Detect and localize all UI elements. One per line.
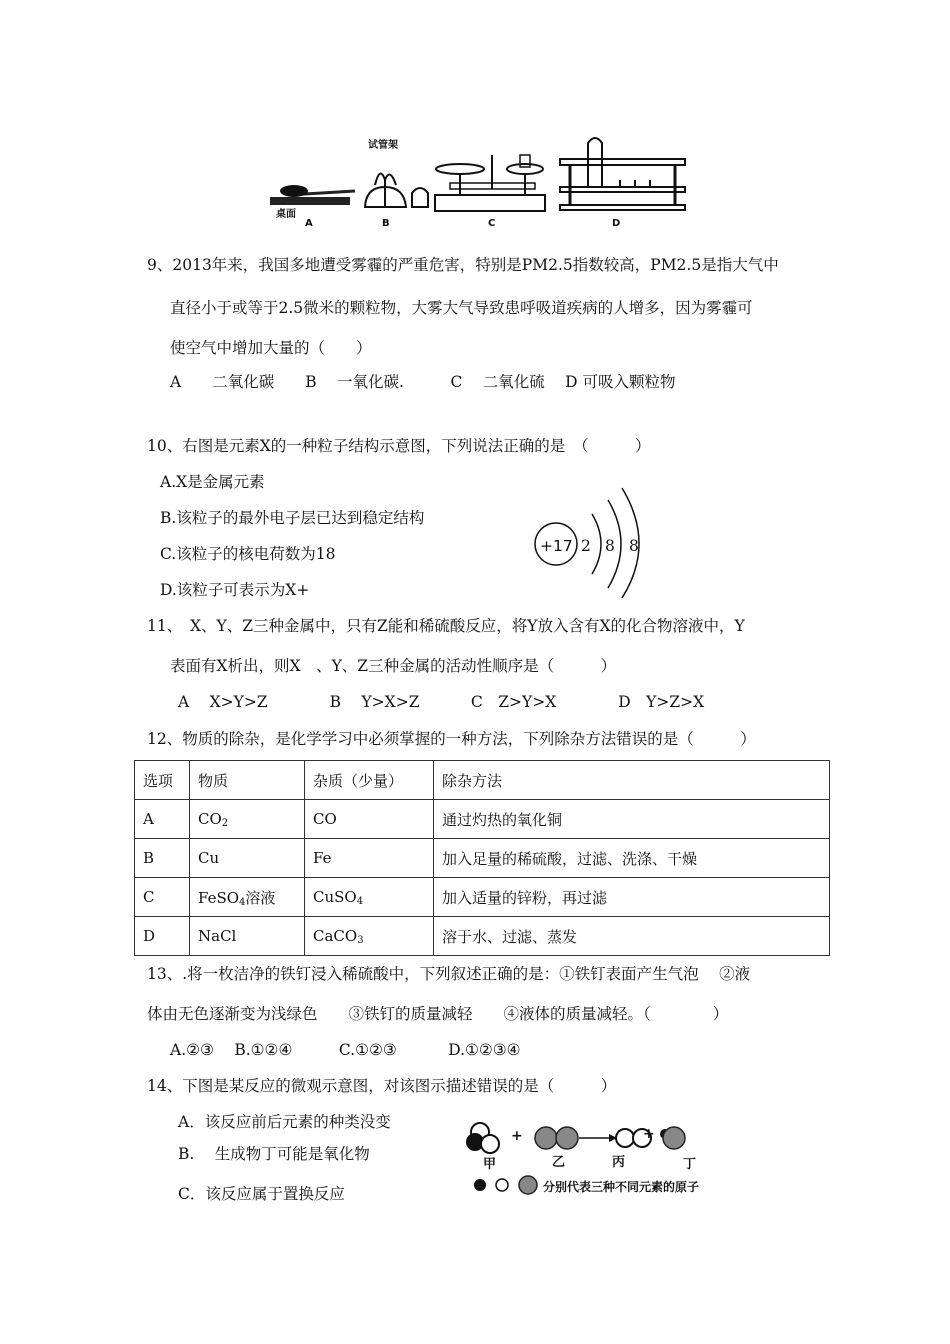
header-impurity: 杂质（少量） <box>305 761 434 800</box>
row-substance: FeSO$_4$溶液 <box>190 878 305 917</box>
row-option: A <box>135 800 190 839</box>
q11-options: A X>Y>Z B Y>X>Z C Z>Y>X D Y>Z>X <box>178 693 705 711</box>
label-a: A <box>305 218 313 229</box>
label-c: C <box>488 218 496 229</box>
row-method: 加入适量的锌粉，再过滤 <box>434 878 830 917</box>
row-impurity: Fe <box>305 839 434 878</box>
q11-line2: 表面有X析出，则X 、Y、Z三种金属的活动性顺序是（ ） <box>170 657 617 675</box>
q11-line1: 11、 X、Y、Z三种金属中，只有Z能和稀硫酸反应，将Y放入含有X的化合物溶液中，Y <box>147 617 745 635</box>
q10-option-a: A.X是金属元素 <box>160 473 265 491</box>
q9-line1: 9、2013年来，我国多地遭受雾霾的严重危害，特别是PM2.5指数较高，PM2.5是指大气中 <box>147 256 779 274</box>
label-d: D <box>612 218 621 229</box>
apparatus-b <box>365 174 428 207</box>
label-b: B <box>382 218 390 229</box>
q9-line3: 使空气中增加大量的（ ） <box>170 339 372 357</box>
apparatus-c <box>435 155 545 211</box>
plus-2: + <box>643 1126 655 1142</box>
q12-stem: 12、物质的除杂，是化学学习中必须掌握的一种方法，下列除杂方法错误的是（ ） <box>147 730 756 748</box>
q9-options: A 二氧化碳 B 一氧化碳. C 二氧化硫 D 可吸入颗粒物 <box>170 373 676 391</box>
nucleus-charge: +17 <box>540 537 573 555</box>
label-desk: 桌面 <box>276 209 296 220</box>
row-option: D <box>135 917 190 956</box>
apparatus-a <box>270 185 355 205</box>
row-substance: $CO_2$ <box>190 800 305 839</box>
plus-1: + <box>511 1128 523 1144</box>
row-method: 溶于水、过滤、蒸发 <box>434 917 830 956</box>
lab-apparatus-figure <box>260 125 700 235</box>
q10-option-c: C.该粒子的核电荷数为18 <box>160 545 336 563</box>
q10-option-d: D.该粒子可表示为X+ <box>160 581 310 599</box>
label-rack: 试管架 <box>368 140 398 151</box>
q13-options: A.②③ B.①②④ C.①②③ D.①②③④ <box>170 1041 521 1059</box>
label-yi: 乙 <box>552 1155 566 1170</box>
row-option: B <box>135 839 190 878</box>
label-bing: 丙 <box>612 1155 626 1170</box>
electron-shell-3: 8 <box>629 537 639 555</box>
q14-option-c: C．该反应属于置换反应 <box>178 1185 345 1203</box>
table-row <box>135 878 830 917</box>
electron-shell-2: 8 <box>605 537 615 555</box>
header-substance: 物质 <box>190 761 305 800</box>
row-impurity: CO <box>305 800 434 839</box>
q9-line2: 直径小于或等于2.5微米的颗粒物，大雾大气导致患呼吸道疾病的人增多，因为雾霾可 <box>170 299 753 317</box>
row-option: C <box>135 878 190 917</box>
label-ding: 丁 <box>683 1157 697 1172</box>
q10-stem: 10、右图是元素X的一种粒子结构示意图，下列说法正确的是 （ ） <box>147 437 651 455</box>
row-substance: NaCl <box>190 917 305 956</box>
apparatus-d <box>560 138 685 210</box>
table-header-row <box>135 761 830 800</box>
row-substance: Cu <box>190 839 305 878</box>
row-impurity: CuSO$_4$ <box>305 878 434 917</box>
table-row <box>135 839 830 878</box>
q14-option-a: A．该反应前后元素的种类没变 <box>178 1113 391 1131</box>
label-jia: 甲 <box>483 1157 497 1172</box>
header-option: 选项 <box>135 761 190 800</box>
electron-shell-1: 2 <box>581 537 591 555</box>
row-method: 加入足量的稀硫酸，过滤、洗涤、干燥 <box>434 839 830 878</box>
table-row <box>135 800 830 839</box>
impurity-removal-table <box>134 760 830 956</box>
table-row <box>135 917 830 956</box>
row-method: 通过灼热的氧化铜 <box>434 800 830 839</box>
q10-option-b: B.该粒子的最外电子层已达到稳定结构 <box>160 509 425 527</box>
row-impurity: CaCO$_3$ <box>305 917 434 956</box>
q13-line2: 体由无色逐渐变为浅绿色 ③铁钉的质量减轻 ④液体的质量减轻。（ ） <box>147 1005 729 1023</box>
q14-option-b: B. 生成物丁可能是氧化物 <box>178 1145 370 1163</box>
header-method: 除杂方法 <box>434 761 830 800</box>
legend-text: 分别代表三种不同元素的原子 <box>543 1180 700 1194</box>
q14-stem: 14、下图是某反应的微观示意图，对该图示描述错误的是（ ） <box>147 1077 617 1095</box>
q13-line1: 13、.将一枚洁净的铁钉浸入稀硫酸中，下列叙述正确的是：①铁钉表面产生气泡 ②液 <box>147 965 751 983</box>
